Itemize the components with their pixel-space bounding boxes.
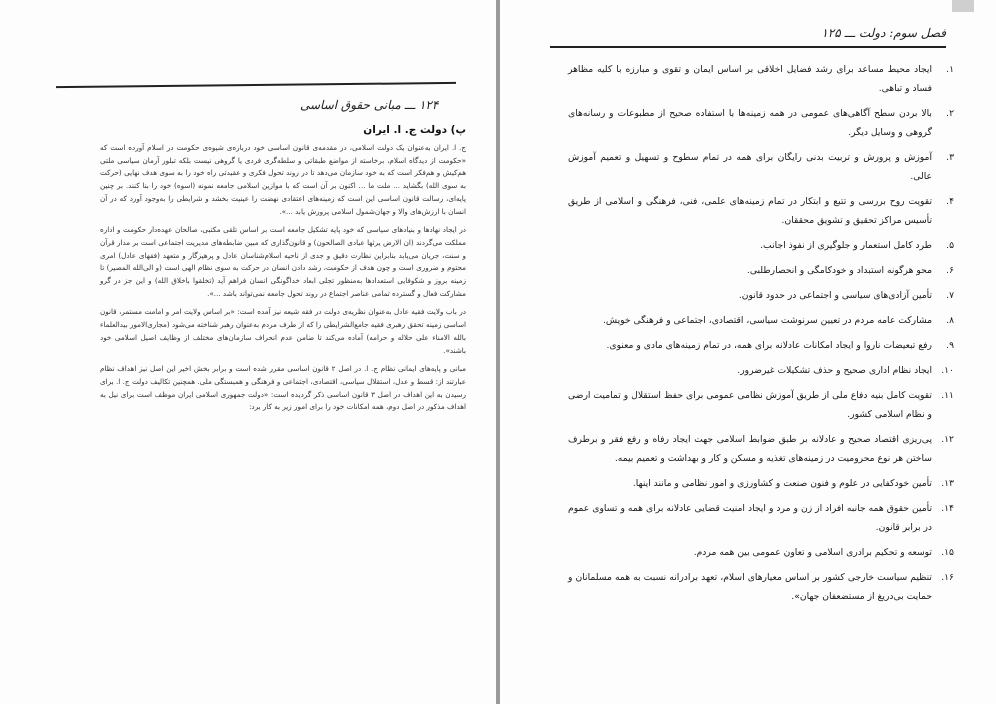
item-number: ۱۲. xyxy=(941,434,954,445)
item-number: ۵. xyxy=(946,240,954,251)
item-number: ۷. xyxy=(946,290,954,301)
item-text: طرد کامل استعمار و جلوگیری از نفوذ اجانب. xyxy=(760,240,932,251)
page-edge-tab xyxy=(952,0,974,12)
item-text: تأمین خودکفایی در علوم و فنون صنعت و کشاورزی و امور نظامی و مانند اینها. xyxy=(632,478,932,489)
list-item xyxy=(568,104,954,142)
left-page xyxy=(0,0,496,704)
item-number: ۱. xyxy=(946,64,954,75)
paragraph-2: در ایجاد نهادها و بنیادهای سیاسی که خود پایه تشکیل جامعه است بر اساس تلقی مکتبی، صالحان عهده‌دار حکومت و اداره مملکت می‌گردند (ان الارض یرثها عبادی الصالحون) و قانون‌گذاری که مبین ضابطه‌های مدیریت اجتماعی است بر مدار قرآن و سنت، جریان می‌یابد بنابراین نظارت دقیق و جدی از ناحیه اسلام‌شناسان عادل و پرهیزگار و متعهد (فقهای عادل) امری محتوم و ضروری است و چون هدف از حکومت، رشد دادن انسان در حرکت به سوی نظام الهی است (و الی‌الله المصیر) تا زمینه بروز و شکوفایی استعدادها به‌منظور تجلی ابعاد خداگونگی انسان فراهم آید (تخلقوا باخلاق الله) و این جز در گرو مشارکت فعال و گسترده تمامی عناصر اجتماع در روند تحول جامعه نمی‌تواند باشد ...». xyxy=(100,225,466,298)
list-item xyxy=(568,336,954,355)
item-text: بالا بردن سطح آگاهی‌های عمومی در همه زمینه‌ها با استفاده صحیح از مطبوعات و رسانه‌های گروهی و وسایل دیگر. xyxy=(568,108,932,138)
item-text: تأمین آزادی‌های سیاسی و اجتماعی در حدود قانون. xyxy=(738,290,932,301)
item-text: محو هرگونه استبداد و خودکامگی و انحصارطلبی. xyxy=(746,265,932,276)
item-text: توسعه و تحکیم برادری اسلامی و تعاون عمومی بین همه مردم. xyxy=(693,547,932,558)
list-item xyxy=(568,236,954,255)
list-item xyxy=(568,361,954,380)
list-item xyxy=(568,311,954,330)
item-number: ۹. xyxy=(946,340,954,351)
list-item xyxy=(568,543,954,562)
item-number: ۳. xyxy=(946,152,954,163)
list-item xyxy=(568,568,954,606)
paragraph-1: ج. ا. ایران به‌عنوان یک دولت اسلامی، در مقدمه‌ی قانون اساسی خود درباره‌ی شیوه‌ی حکومت در اسلام آورده است که «حکومت از دیدگاه اسلام، برخاسته از مواضع طبقاتی و سلطه‌گری فردی یا گروهی نیست بلکه تبلور آرمان سیاسی ملتی هم‌کیش و هم‌فکر است که به خود سازمان می‌دهد تا در روند تحول فکری و عقیدتی راه خود را به سوی هدف نهایی (حرکت به سوی الله) بگشاید ... ملت ما ... اکنون بر آن است که با موازین اسلامی جامعه نمونه (اسوه) خود را بنا کنند. بر چنین پایه‌ای، رسالت قانون اساسی این است که زمینه‌های اعتقادی نهضت را عینیت بخشد و شرایطی را به‌وجود آورد که در آن انسان با ارزش‌های والا و جهان‌شمول اسلامی پرورش یابد ...». xyxy=(100,143,466,216)
paragraph-4: مبانی و پایه‌های ایمانی نظام ج. ا. در اصل ۲ قانون اساسی مقرر شده است و برابر بخش اخیر این اصل نیز اهداف نظام عبارتند از: قسط و عدل، استقلال سیاسی، اقتصادی، اجتماعی و فرهنگی و همبستگی ملی. همچنین تکالیف دولت ج. ا. برای رسیدن به این اهداف در اصل ۳ قانون اساسی ذکر گردیده است: «دولت جمهوری اسلامی ایران موظف است برای نیل به اهداف مذکور در اصل دوم، همه امکانات خود را برای امور زیر به کار برد: xyxy=(100,364,466,412)
list-item xyxy=(568,386,954,424)
item-number: ۶. xyxy=(946,265,954,276)
item-text: پی‌ریزی اقتصاد صحیح و عادلانه بر طبق ضوابط اسلامی جهت ایجاد رفاه و رفع فقر و برطرف ساختن هر نوع محرومیت در زمینه‌های تغذیه و مسکن و کار و بهداشت و تعمیم بیمه. xyxy=(568,434,932,464)
list-item xyxy=(568,430,954,468)
item-text: رفع تبعیضات ناروا و ایجاد امکانات عادلانه برای همه، در تمام زمینه‌های مادی و معنوی. xyxy=(606,340,932,351)
item-text: ایجاد نظام اداری صحیح و حذف تشکیلات غیرضرور. xyxy=(737,365,932,376)
duties-list xyxy=(568,60,954,612)
item-number: ۱۴. xyxy=(941,503,954,514)
list-item xyxy=(568,192,954,230)
item-number: ۲. xyxy=(946,108,954,119)
item-text: تأمین حقوق همه جانبه افراد از زن و مرد و ایجاد امنیت قضایی عادلانه برای همه و تساوی عموم در برابر قانون. xyxy=(568,503,932,533)
item-text: آموزش و پرورش و تربیت بدنی رایگان برای همه در تمام سطوح و تسهیل و تعمیم آموزش عالی. xyxy=(568,152,932,182)
item-number: ۱۳. xyxy=(941,478,954,489)
item-text: ایجاد محیط مساعد برای رشد فضایل اخلاقی بر اساس ایمان و تقوی و مبارزه با کلیه مظاهر فساد و تباهی. xyxy=(568,64,932,94)
list-item xyxy=(568,60,954,98)
list-item xyxy=(568,148,954,186)
left-page-header: ۱۲۴ ـــ مبانی حقوق اساسی xyxy=(300,98,439,112)
list-item xyxy=(568,286,954,305)
item-number: ۱۶. xyxy=(941,572,954,583)
item-number: ۱۰. xyxy=(941,365,954,376)
item-text: تقویت کامل بنیه دفاع ملی از طریق آموزش نظامی عمومی برای حفظ استقلال و تمامیت ارضی و نظام اسلامی کشور. xyxy=(568,390,932,420)
section-title: پ) دولت ج. ا. ایران xyxy=(363,124,466,136)
list-item xyxy=(568,261,954,280)
item-text: تنظیم سیاست خارجی کشور بر اساس معیارهای اسلام، تعهد برادرانه نسبت به همه مسلمانان و حمایت بی‌دریغ از مستضعفان جهان». xyxy=(568,572,932,602)
paragraph-3: در باب ولایت فقیه عادل به‌عنوان نظریه‌ی دولت در فقه شیعه نیز آمده است: «بر اساس ولایت امر و امامت مستمر، قانون اساسی زمینه تحقق رهبری فقیه جامع‌الشرایطی را که از طرف مردم به‌عنوان رهبر شناخته می‌شود (مجاری‌الامور بیدالعلماء بالله الامناء علی حلاله و حرامه) آماده می‌کند تا ضامن عدم انحراف سازمان‌های مختلف از وظایف اصیل اسلامی خود باشند». xyxy=(100,307,466,355)
right-header-rule xyxy=(550,46,946,48)
left-body-text xyxy=(100,142,466,420)
list-item xyxy=(568,499,954,537)
left-header-rule xyxy=(56,82,456,88)
item-number: ۱۱. xyxy=(941,390,954,401)
item-number: ۱۵. xyxy=(941,547,954,558)
item-number: ۴. xyxy=(946,196,954,207)
item-text: مشارکت عامه مردم در تعیین سرنوشت سیاسی، اقتصادی، اجتماعی و فرهنگی خویش. xyxy=(602,315,932,326)
list-item xyxy=(568,474,954,493)
right-page-header: فصل سوم: دولت ـــ ۱۲۵ xyxy=(821,26,946,40)
item-number: ۸. xyxy=(946,315,954,326)
item-text: تقویت روح بررسی و تتبع و ابتکار در تمام زمینه‌های علمی، فنی، فرهنگی و اسلامی از طریق تأسیس مراکز تحقیق و تشویق محققان. xyxy=(568,196,932,226)
